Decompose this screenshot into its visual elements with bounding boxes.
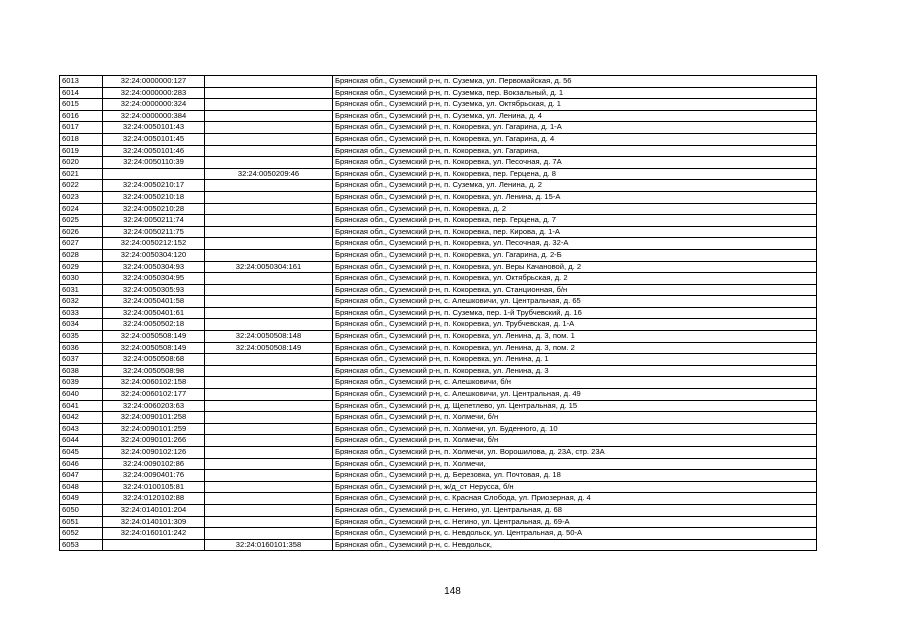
cadastral-number-2-cell xyxy=(205,249,333,261)
cadastral-number-2-cell xyxy=(205,504,333,516)
address-cell: Брянская обл., Суземский р-н, п. Кокоревка, ул. Веры Качановой, д. 2 xyxy=(333,261,817,273)
cadastral-number-cell: 32:24:0050508:149 xyxy=(103,342,205,354)
address-cell: Брянская обл., Суземский р-н, п. Холмечи, б/н xyxy=(333,435,817,447)
address-cell: Брянская обл., Суземский р-н, п. Суземка, пер. Вокзальный, д. 1 xyxy=(333,87,817,99)
cadastral-number-2-cell xyxy=(205,470,333,482)
address-cell: Брянская обл., Суземский р-н, с. Алешковичи, б/н xyxy=(333,377,817,389)
table-row xyxy=(60,516,817,528)
cadastral-number-cell: 32:24:0090101:259 xyxy=(103,423,205,435)
cadastral-number-2-cell xyxy=(205,516,333,528)
cadastral-number-2-cell xyxy=(205,389,333,401)
table-row xyxy=(60,191,817,203)
address-cell: Брянская обл., Суземский р-н, п. Холмечи, xyxy=(333,458,817,470)
cadastral-number-2-cell: 32:24:0050508:149 xyxy=(205,342,333,354)
row-number-cell: 6049 xyxy=(60,493,103,505)
cadastral-number-cell: 32:24:0050210:18 xyxy=(103,191,205,203)
address-cell: Брянская обл., Суземский р-н, п. Кокоревка, д. 2 xyxy=(333,203,817,215)
address-cell: Брянская обл., Суземский р-н, п. Холмечи, б/н xyxy=(333,412,817,424)
row-number-cell: 6050 xyxy=(60,504,103,516)
cadastral-number-2-cell xyxy=(205,273,333,285)
table-row xyxy=(60,342,817,354)
row-number-cell: 6034 xyxy=(60,319,103,331)
address-cell: Брянская обл., Суземский р-н, п. Суземка, ул. Ленина, д. 4 xyxy=(333,110,817,122)
cadastral-number-2-cell xyxy=(205,435,333,447)
address-cell: Брянская обл., Суземский р-н, с. Невдольск, xyxy=(333,539,817,551)
table-row xyxy=(60,87,817,99)
table-row xyxy=(60,296,817,308)
row-number-cell: 6019 xyxy=(60,145,103,157)
cadastral-number-cell: 32:24:0050508:149 xyxy=(103,331,205,343)
cadastral-number-2-cell xyxy=(205,354,333,366)
table-row xyxy=(60,168,817,180)
cadastral-number-cell: 32:24:0050502:18 xyxy=(103,319,205,331)
cadastral-number-2-cell xyxy=(205,87,333,99)
cadastral-number-cell: 32:24:0120102:88 xyxy=(103,493,205,505)
cadastral-number-cell: 32:24:0000000:384 xyxy=(103,110,205,122)
table-row xyxy=(60,504,817,516)
cadastral-number-2-cell xyxy=(205,296,333,308)
cadastral-number-2-cell xyxy=(205,307,333,319)
property-table-body xyxy=(60,76,817,551)
row-number-cell: 6029 xyxy=(60,261,103,273)
cadastral-number-cell: 32:24:0050304:120 xyxy=(103,249,205,261)
row-number-cell: 6033 xyxy=(60,307,103,319)
address-cell: Брянская обл., Суземский р-н, п. Кокоревка, ул. Гагарина, д. 4 xyxy=(333,133,817,145)
cadastral-number-cell: 32:24:0050210:28 xyxy=(103,203,205,215)
table-row xyxy=(60,400,817,412)
cadastral-number-2-cell xyxy=(205,157,333,169)
cadastral-number-cell: 32:24:0050210:17 xyxy=(103,180,205,192)
row-number-cell: 6042 xyxy=(60,412,103,424)
cadastral-number-cell: 32:24:0160101:242 xyxy=(103,528,205,540)
table-row xyxy=(60,458,817,470)
table-row xyxy=(60,203,817,215)
address-cell: Брянская обл., Суземский р-н, п. Суземка, ул. Ленина, д. 2 xyxy=(333,180,817,192)
cadastral-number-2-cell: 32:24:0160101:358 xyxy=(205,539,333,551)
row-number-cell: 6046 xyxy=(60,458,103,470)
cadastral-number-cell: 32:24:0050401:61 xyxy=(103,307,205,319)
row-number-cell: 6017 xyxy=(60,122,103,134)
cadastral-number-2-cell xyxy=(205,145,333,157)
row-number-cell: 6047 xyxy=(60,470,103,482)
cadastral-number-2-cell xyxy=(205,110,333,122)
address-cell: Брянская обл., Суземский р-н, д. Березовка, ул. Почтовая, д. 18 xyxy=(333,470,817,482)
cadastral-number-2-cell xyxy=(205,284,333,296)
cadastral-number-cell: 32:24:0050110:39 xyxy=(103,157,205,169)
table-row xyxy=(60,539,817,551)
cadastral-number-cell xyxy=(103,168,205,180)
cadastral-number-2-cell xyxy=(205,319,333,331)
table-row xyxy=(60,377,817,389)
address-cell: Брянская обл., Суземский р-н, п. Холмечи, ул. Ворошилова, д. 23А, стр. 23А xyxy=(333,447,817,459)
table-row xyxy=(60,261,817,273)
table-row xyxy=(60,389,817,401)
row-number-cell: 6044 xyxy=(60,435,103,447)
row-number-cell: 6037 xyxy=(60,354,103,366)
table-row xyxy=(60,157,817,169)
address-cell: Брянская обл., Суземский р-н, п. Кокоревка, ул. Октябрьская, д. 2 xyxy=(333,273,817,285)
cadastral-number-2-cell xyxy=(205,447,333,459)
address-cell: Брянская обл., Суземский р-н, п. Кокоревка, ул. Ленина, д. 3, пом. 2 xyxy=(333,342,817,354)
cadastral-number-2-cell xyxy=(205,377,333,389)
table-row xyxy=(60,226,817,238)
address-cell: Брянская обл., Суземский р-н, п. Кокоревка, пер. Кирова, д. 1-А xyxy=(333,226,817,238)
cadastral-number-cell: 32:24:0050304:93 xyxy=(103,261,205,273)
address-cell: Брянская обл., Суземский р-н, п. Кокоревка, ул. Гагарина, д. 1-А xyxy=(333,122,817,134)
row-number-cell: 6030 xyxy=(60,273,103,285)
address-cell: Брянская обл., Суземский р-н, п. Кокоревка, ул. Ленина, д. 3, пом. 1 xyxy=(333,331,817,343)
table-row xyxy=(60,493,817,505)
address-cell: Брянская обл., Суземский р-н, с. Негино, ул. Центральная, д. 68 xyxy=(333,504,817,516)
row-number-cell: 6014 xyxy=(60,87,103,99)
row-number-cell: 6052 xyxy=(60,528,103,540)
table-row xyxy=(60,481,817,493)
address-cell: Брянская обл., Суземский р-н, п. Кокоревка, пер. Герцена, д. 8 xyxy=(333,168,817,180)
row-number-cell: 6021 xyxy=(60,168,103,180)
address-cell: Брянская обл., Суземский р-н, п. Кокоревка, ул. Гагарина, д. 2-Б xyxy=(333,249,817,261)
address-cell: Брянская обл., Суземский р-н, с. Негино, ул. Центральная, д. 69-А xyxy=(333,516,817,528)
cadastral-number-2-cell xyxy=(205,180,333,192)
row-number-cell: 6013 xyxy=(60,76,103,88)
table-row xyxy=(60,273,817,285)
table-row xyxy=(60,470,817,482)
table-row xyxy=(60,76,817,88)
address-cell: Брянская обл., Суземский р-н, с. Невдольск, ул. Центральная, д. 50-А xyxy=(333,528,817,540)
address-cell: Брянская обл., Суземский р-н, с. Алешковичи, ул. Центральная, д. 49 xyxy=(333,389,817,401)
row-number-cell: 6041 xyxy=(60,400,103,412)
cadastral-number-cell: 32:24:0000000:324 xyxy=(103,99,205,111)
row-number-cell: 6020 xyxy=(60,157,103,169)
row-number-cell: 6038 xyxy=(60,365,103,377)
cadastral-number-cell: 32:24:0090102:86 xyxy=(103,458,205,470)
address-cell: Брянская обл., Суземский р-н, п. Кокоревка, ул. Ленина, д. 1 xyxy=(333,354,817,366)
cadastral-number-cell: 32:24:0050401:58 xyxy=(103,296,205,308)
address-cell: Брянская обл., Суземский р-н, ж/д_ст Нерусса, б/н xyxy=(333,481,817,493)
table-row xyxy=(60,354,817,366)
table-row xyxy=(60,110,817,122)
address-cell: Брянская обл., Суземский р-н, д. Щепетлево, ул. Центральная, д. 15 xyxy=(333,400,817,412)
address-cell: Брянская обл., Суземский р-н, п. Холмечи, ул. Буденного, д. 10 xyxy=(333,423,817,435)
cadastral-number-cell: 32:24:0000000:127 xyxy=(103,76,205,88)
table-row xyxy=(60,99,817,111)
cadastral-number-cell: 32:24:0100105:81 xyxy=(103,481,205,493)
row-number-cell: 6043 xyxy=(60,423,103,435)
page-number: 148 xyxy=(444,586,461,597)
row-number-cell: 6031 xyxy=(60,284,103,296)
cadastral-number-2-cell xyxy=(205,203,333,215)
cadastral-number-2-cell xyxy=(205,226,333,238)
table-row xyxy=(60,319,817,331)
cadastral-number-cell: 32:24:0050212:152 xyxy=(103,238,205,250)
cadastral-number-cell: 32:24:0060102:177 xyxy=(103,389,205,401)
table-row xyxy=(60,215,817,227)
table-row xyxy=(60,528,817,540)
cadastral-number-2-cell xyxy=(205,412,333,424)
address-cell: Брянская обл., Суземский р-н, п. Кокоревка, пер. Герцена, д. 7 xyxy=(333,215,817,227)
property-table xyxy=(59,75,817,551)
table-row xyxy=(60,435,817,447)
address-cell: Брянская обл., Суземский р-н, с. Красная Слобода, ул. Приозерная, д. 4 xyxy=(333,493,817,505)
table-row xyxy=(60,133,817,145)
table-row xyxy=(60,447,817,459)
table-row xyxy=(60,307,817,319)
cadastral-number-cell: 32:24:0090401:76 xyxy=(103,470,205,482)
cadastral-number-cell: 32:24:0050508:68 xyxy=(103,354,205,366)
cadastral-number-cell: 32:24:0140101:204 xyxy=(103,504,205,516)
cadastral-number-cell: 32:24:0050211:74 xyxy=(103,215,205,227)
cadastral-number-2-cell xyxy=(205,528,333,540)
row-number-cell: 6048 xyxy=(60,481,103,493)
table-row xyxy=(60,365,817,377)
cadastral-number-cell: 32:24:0050211:75 xyxy=(103,226,205,238)
address-cell: Брянская обл., Суземский р-н, п. Кокоревка, ул. Ленина, д. 3 xyxy=(333,365,817,377)
address-cell: Брянская обл., Суземский р-н, п. Кокоревка, ул. Песочная, д. 7А xyxy=(333,157,817,169)
table-row xyxy=(60,284,817,296)
row-number-cell: 6016 xyxy=(60,110,103,122)
row-number-cell: 6036 xyxy=(60,342,103,354)
cadastral-number-cell: 32:24:0140101:309 xyxy=(103,516,205,528)
cadastral-number-cell: 32:24:0090101:266 xyxy=(103,435,205,447)
cadastral-number-2-cell xyxy=(205,133,333,145)
cadastral-number-cell: 32:24:0050101:45 xyxy=(103,133,205,145)
table-row xyxy=(60,331,817,343)
cadastral-number-cell: 32:24:0060203:63 xyxy=(103,400,205,412)
cadastral-number-cell: 32:24:0050508:98 xyxy=(103,365,205,377)
row-number-cell: 6035 xyxy=(60,331,103,343)
address-cell: Брянская обл., Суземский р-н, п. Суземка, пер. 1-й Трубчевский, д. 16 xyxy=(333,307,817,319)
cadastral-number-cell: 32:24:0060102:158 xyxy=(103,377,205,389)
row-number-cell: 6026 xyxy=(60,226,103,238)
cadastral-number-2-cell xyxy=(205,122,333,134)
address-cell: Брянская обл., Суземский р-н, п. Кокоревка, ул. Трубчевская, д. 1-А xyxy=(333,319,817,331)
cadastral-number-2-cell xyxy=(205,458,333,470)
cadastral-number-2-cell xyxy=(205,99,333,111)
row-number-cell: 6039 xyxy=(60,377,103,389)
cadastral-number-cell: 32:24:0090101:258 xyxy=(103,412,205,424)
cadastral-number-2-cell: 32:24:0050508:148 xyxy=(205,331,333,343)
table-row xyxy=(60,122,817,134)
cadastral-number-cell: 32:24:0000000:283 xyxy=(103,87,205,99)
row-number-cell: 6024 xyxy=(60,203,103,215)
cadastral-number-2-cell xyxy=(205,76,333,88)
cadastral-number-2-cell xyxy=(205,365,333,377)
address-cell: Брянская обл., Суземский р-н, п. Суземка, ул. Октябрьская, д. 1 xyxy=(333,99,817,111)
cadastral-number-2-cell xyxy=(205,423,333,435)
cadastral-number-2-cell: 32:24:0050209:46 xyxy=(205,168,333,180)
cadastral-number-2-cell xyxy=(205,481,333,493)
row-number-cell: 6051 xyxy=(60,516,103,528)
row-number-cell: 6040 xyxy=(60,389,103,401)
row-number-cell: 6025 xyxy=(60,215,103,227)
row-number-cell: 6023 xyxy=(60,191,103,203)
row-number-cell: 6032 xyxy=(60,296,103,308)
cadastral-number-2-cell xyxy=(205,493,333,505)
cadastral-number-2-cell xyxy=(205,191,333,203)
row-number-cell: 6015 xyxy=(60,99,103,111)
address-cell: Брянская обл., Суземский р-н, п. Суземка, ул. Первомайская, д. 56 xyxy=(333,76,817,88)
cadastral-number-cell: 32:24:0050101:43 xyxy=(103,122,205,134)
cadastral-number-cell xyxy=(103,539,205,551)
cadastral-number-cell: 32:24:0050101:46 xyxy=(103,145,205,157)
row-number-cell: 6045 xyxy=(60,447,103,459)
address-cell: Брянская обл., Суземский р-н, п. Кокоревка, ул. Станционная, б/н xyxy=(333,284,817,296)
cadastral-number-cell: 32:24:0050305:93 xyxy=(103,284,205,296)
address-cell: Брянская обл., Суземский р-н, п. Кокоревка, ул. Песочная, д. 32-А xyxy=(333,238,817,250)
row-number-cell: 6028 xyxy=(60,249,103,261)
address-cell: Брянская обл., Суземский р-н, п. Кокоревка, ул. Гагарина, xyxy=(333,145,817,157)
cadastral-number-cell: 32:24:0050304:95 xyxy=(103,273,205,285)
cadastral-number-cell: 32:24:0090102:126 xyxy=(103,447,205,459)
row-number-cell: 6018 xyxy=(60,133,103,145)
address-cell: Брянская обл., Суземский р-н, п. Кокоревка, ул. Ленина, д. 15-А xyxy=(333,191,817,203)
row-number-cell: 6022 xyxy=(60,180,103,192)
cadastral-number-2-cell: 32:24:0050304:161 xyxy=(205,261,333,273)
cadastral-number-2-cell xyxy=(205,400,333,412)
address-cell: Брянская обл., Суземский р-н, с. Алешковичи, ул. Центральная, д. 65 xyxy=(333,296,817,308)
table-row xyxy=(60,412,817,424)
row-number-cell: 6027 xyxy=(60,238,103,250)
cadastral-number-2-cell xyxy=(205,238,333,250)
table-row xyxy=(60,423,817,435)
table-row xyxy=(60,145,817,157)
table-row xyxy=(60,249,817,261)
table-row xyxy=(60,180,817,192)
row-number-cell: 6053 xyxy=(60,539,103,551)
cadastral-number-2-cell xyxy=(205,215,333,227)
table-row xyxy=(60,238,817,250)
